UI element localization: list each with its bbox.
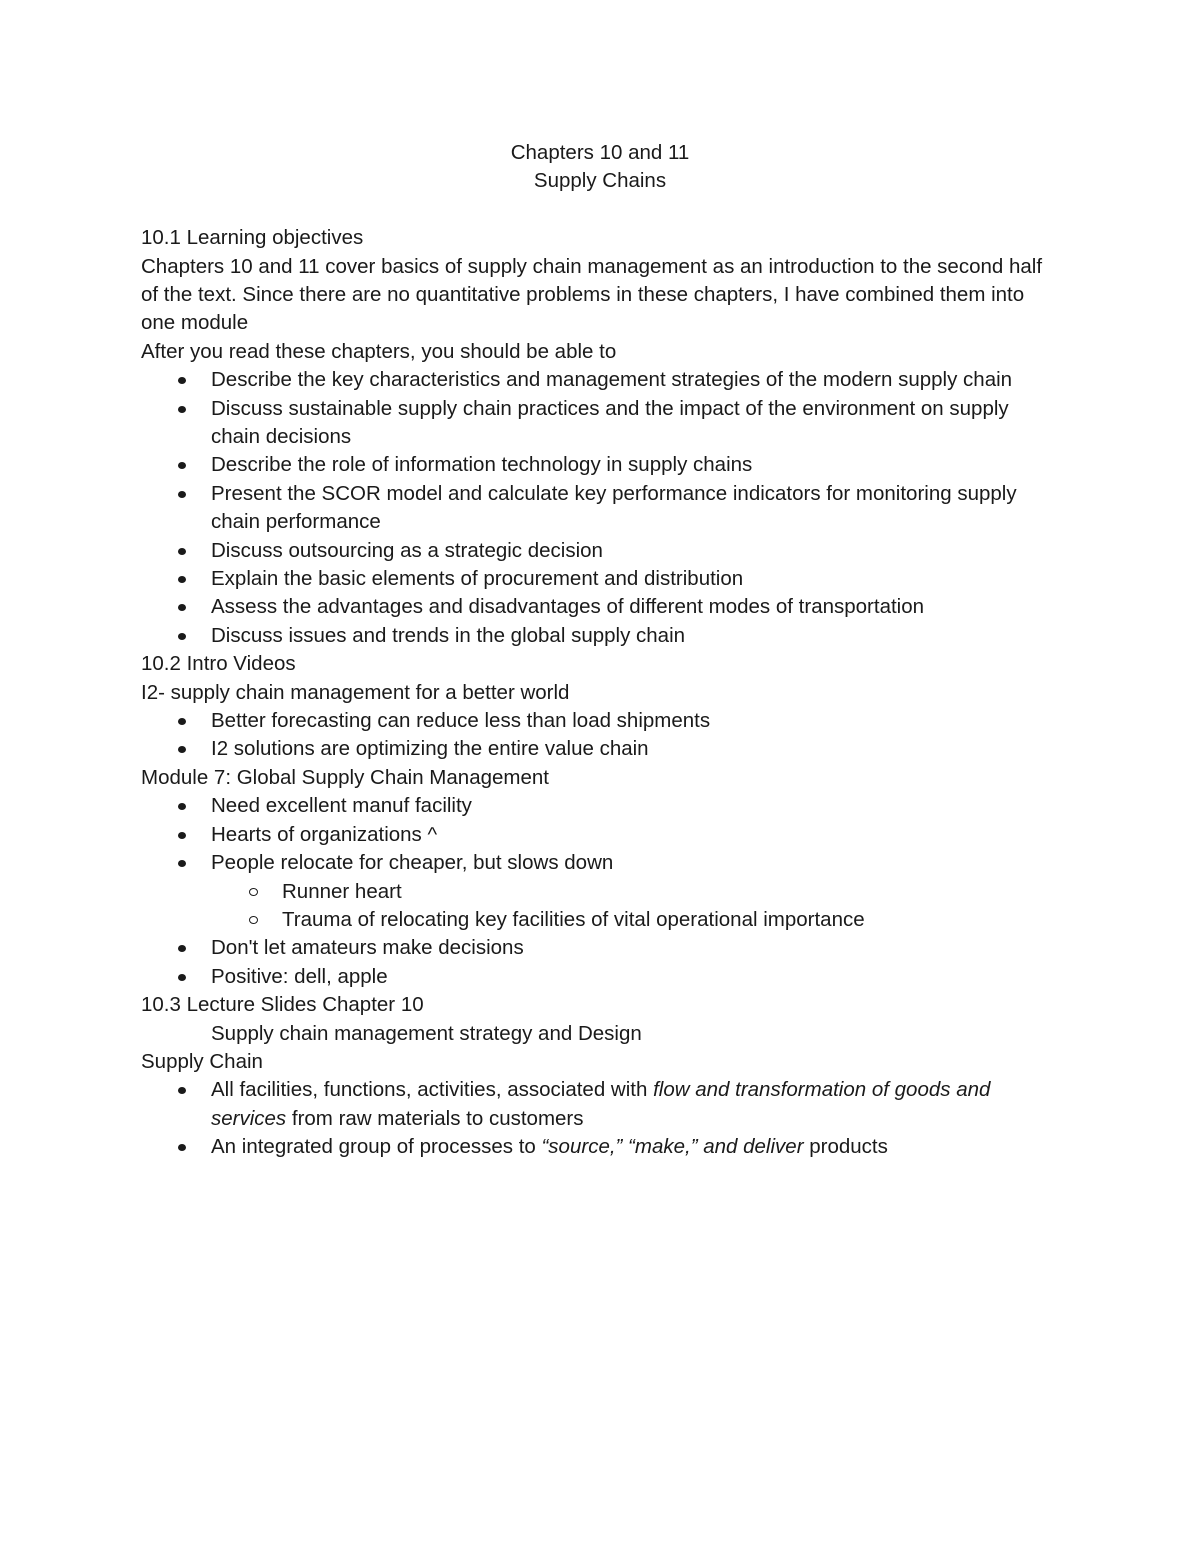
bullet-icon <box>178 718 186 725</box>
section-heading-10-3: 10.3 Lecture Slides Chapter 10 <box>141 993 424 1017</box>
list-item: Don't let amateurs make decisions <box>141 934 1061 962</box>
list-item: Discuss sustainable supply chain practices and the impact of the environment on supply chain decisions <box>141 395 1061 452</box>
bullet-icon <box>178 860 186 867</box>
lecture-subtitle: Supply chain management strategy and Design <box>211 1021 642 1045</box>
list-item: Present the SCOR model and calculate key performance indicators for monitoring supply chain performance <box>141 480 1061 537</box>
title-line-2: Supply Chains <box>533 169 667 193</box>
document-page <box>141 139 1061 1162</box>
section-heading-10-1: 10.1 Learning objectives <box>141 226 364 250</box>
video2-notes-list <box>141 792 1061 877</box>
list-item: Hearts of organizations ^ <box>141 821 1061 849</box>
bullet-icon <box>178 1087 186 1094</box>
objectives-lead: After you read these chapters, you should be able to <box>141 339 617 363</box>
video2-notes-list-cont <box>141 934 1061 991</box>
bullet-icon <box>178 974 186 981</box>
list-item: Runner heart <box>141 878 1062 906</box>
bullet-icon <box>178 746 186 753</box>
list-item: Discuss issues and trends in the global supply chain <box>141 622 1061 650</box>
section-heading-10-2: 10.2 Intro Videos <box>141 652 296 676</box>
bullet-icon <box>178 1144 186 1151</box>
list-item: Need excellent manuf facility <box>141 792 1061 820</box>
list-item: People relocate for cheaper, but slows down <box>141 849 1061 877</box>
blank-line <box>141 196 1061 224</box>
hollow-bullet-icon <box>249 916 258 924</box>
list-item: All facilities, functions, activities, associated with flow and transformation of goods and services from raw materials to customers <box>141 1076 1061 1133</box>
list-item: Assess the advantages and disadvantages of different modes of transportation <box>141 593 1061 621</box>
bullet-icon <box>178 803 186 810</box>
video-title-2: Module 7: Global Supply Chain Management <box>141 765 549 789</box>
video1-notes-list <box>141 707 1061 764</box>
bullet-icon <box>178 377 186 384</box>
hollow-bullet-icon <box>249 888 258 896</box>
document-title <box>139 139 1061 196</box>
bullet-icon <box>178 406 186 413</box>
intro-paragraph: Chapters 10 and 11 cover basics of supply chain management as an introduction to the second half of the text. Since there are no quantitative problems in these chapters, I have combined them into one module <box>141 254 1043 335</box>
bullet-icon <box>178 945 186 952</box>
list-item: Discuss outsourcing as a strategic decision <box>141 537 1061 565</box>
list-item: An integrated group of processes to “source,” “make,” and deliver products <box>141 1133 1061 1161</box>
video2-subnotes-list <box>141 878 1061 935</box>
objectives-list <box>141 366 1061 650</box>
list-item: Trauma of relocating key facilities of vital operational importance <box>141 906 1062 934</box>
bullet-icon <box>178 548 186 555</box>
bullet-icon <box>178 832 186 839</box>
definition-list <box>141 1076 1061 1161</box>
topic-heading: Supply Chain <box>141 1049 263 1073</box>
list-item: I2 solutions are optimizing the entire value chain <box>141 735 1061 763</box>
title-line-1: Chapters 10 and 11 <box>510 141 690 164</box>
bullet-icon <box>178 462 186 469</box>
list-item: Describe the role of information technology in supply chains <box>141 451 1061 479</box>
bullet-icon <box>178 633 186 640</box>
bullet-icon <box>178 491 186 498</box>
list-item: Explain the basic elements of procurement and distribution <box>141 565 1061 593</box>
video-title-1: I2- supply chain management for a better world <box>141 680 570 704</box>
list-item: Better forecasting can reduce less than load shipments <box>141 707 1061 735</box>
bullet-icon <box>178 604 186 611</box>
bullet-icon <box>178 576 186 583</box>
list-item: Positive: dell, apple <box>141 963 1061 991</box>
list-item: Describe the key characteristics and management strategies of the modern supply chain <box>141 366 1061 394</box>
